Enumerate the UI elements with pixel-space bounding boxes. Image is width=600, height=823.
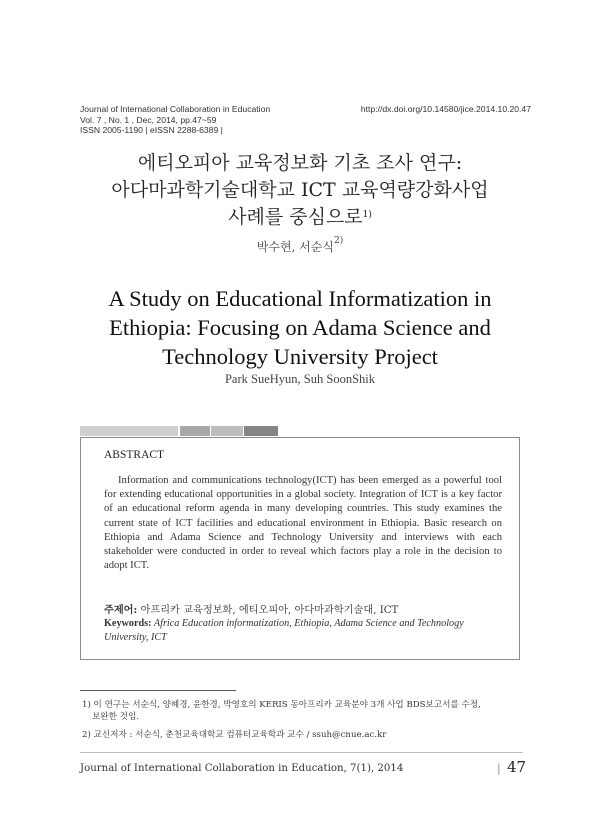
english-keywords <box>104 617 504 645</box>
korean-keywords-value: 아프리카 교육정보화, 에티오피아, 아다마과학기술대, ICT <box>137 605 399 616</box>
page-number: 47 <box>507 758 527 776</box>
abstract-heading: ABSTRACT <box>104 449 165 461</box>
english-title-line2: Ethiopia: Focusing on Adama Science and <box>109 315 491 340</box>
korean-authors: 박수현, 서순식$^{2)}$ <box>256 236 344 254</box>
abstract-body <box>104 474 502 573</box>
bar-segment <box>80 426 178 436</box>
english-title <box>0 284 600 371</box>
doi-link[interactable]: http://dx.doi.org/10.14580/jice.2014.10.20.47 <box>360 104 531 114</box>
footnote-divider <box>80 690 236 691</box>
decorative-bar <box>80 426 520 436</box>
bar-segment <box>211 426 243 436</box>
english-title-line1: A Study on Educational Informatization in <box>108 286 492 311</box>
footer-divider <box>80 752 523 753</box>
korean-title-line3: 사례를 중심으로$^{1)}$ <box>228 206 372 228</box>
korean-title <box>0 150 600 231</box>
bar-segment <box>180 426 210 436</box>
korean-keywords-label: 주제어: <box>104 604 138 616</box>
footer-separator: | <box>497 762 501 775</box>
footnote-1-line2: 보완한 것임. <box>92 712 139 722</box>
journal-header <box>80 104 270 136</box>
english-keywords-value: Africa Education informatization, Ethiopia, Adama Science and Technology University, ICT <box>104 618 464 643</box>
bar-segment <box>244 426 278 436</box>
title-footnote-ref[interactable]: 1) <box>362 210 372 220</box>
journal-issn: ISSN 2005-1190 | eISSN 2288-6389 | <box>80 125 223 135</box>
journal-name: Journal of International Collaboration in Education <box>80 104 271 114</box>
footnote-2: 2) 교신저자 : 서순식, 춘천교육대학교 컴퓨터교육학과 교수 / ssuh@cnue.ac.kr <box>82 730 387 740</box>
english-title-line3: Technology University Project <box>162 344 438 369</box>
korean-keywords <box>104 601 398 616</box>
abstract-text: Information and communications technology(ICT) has been emerged as a powerful tool for extending educational opportunities in a global society. Integration of ICT is a key factor of an educational reform agenda in many developing countries. This study examines the current state of ICT facilities and educational environment in Ethiopia. Basic research on Ethiopia and Adama Science and Technology University and interviews with each stakeholder were conducted in order to reveal which factors play a role in the decision to adopt ICT. <box>104 475 502 572</box>
footer-citation: Journal of International Collaboration in Education, 7(1), 2014 <box>80 763 404 774</box>
journal-volume: Vol. 7 , No. 1 , Dec, 2014, pp.47~59 <box>80 114 217 125</box>
english-authors: Park SueHyun, Suh SoonShik <box>224 372 376 386</box>
english-keywords-label: Keywords: <box>104 618 152 629</box>
korean-title-line2: 아다마과학기술대학교 ICT 교육역량강화사업 <box>111 179 489 201</box>
footnote-1 <box>82 699 522 723</box>
author-footnote-ref[interactable]: 2) <box>333 236 344 246</box>
footnote-1-line1: 1) 이 연구는 서순식, 양혜경, 윤한경, 박영호의 KERIS 동아프리카 교육분야 3개 사업 BDS보고서를 수정, <box>82 700 481 710</box>
korean-title-line1: 에티오피아 교육정보화 기초 조사 연구: <box>137 152 463 174</box>
